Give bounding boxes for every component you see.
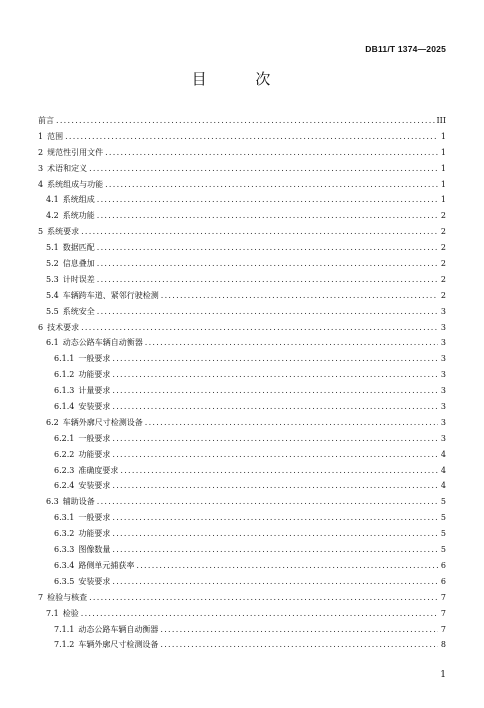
- toc-dot-leader: [112, 399, 438, 415]
- toc-entry[interactable]: [38, 447, 446, 463]
- toc-entry[interactable]: [38, 208, 446, 224]
- toc-entry-page: 2: [440, 290, 446, 300]
- toc-entry-number: 7.1.1: [54, 624, 75, 634]
- toc-entry-text: 计时误差: [62, 274, 95, 284]
- toc-entry-text: 车辆跨车道、紧邻行驶检测: [62, 290, 159, 300]
- toc-entry[interactable]: [38, 304, 446, 320]
- toc-entry[interactable]: [38, 320, 446, 336]
- toc-entry-text: 一般要求: [78, 354, 111, 364]
- toc-dot-leader: [97, 208, 438, 224]
- toc-entry-page: 6: [440, 576, 446, 586]
- toc-entry-text: 动态公路车辆自动衡器: [62, 338, 143, 348]
- toc-dot-leader: [97, 272, 438, 288]
- toc-entry[interactable]: [38, 463, 446, 479]
- toc-entry-page: 1: [440, 195, 446, 205]
- toc-dot-leader: [89, 590, 438, 606]
- toc-entry-label: [38, 320, 79, 336]
- toc-entry-number: 6.2.2: [54, 449, 75, 459]
- toc-dot-leader: [89, 161, 438, 177]
- toc-dot-leader: [97, 240, 438, 256]
- toc-entry[interactable]: [38, 240, 446, 256]
- toc-entry[interactable]: [38, 510, 446, 526]
- toc-dot-leader: [81, 606, 438, 622]
- toc-entry[interactable]: [38, 113, 446, 129]
- toc-entry-page: III: [436, 116, 446, 125]
- toc-dot-leader: [65, 129, 438, 145]
- toc-entry[interactable]: [38, 288, 446, 304]
- toc-entry-page: 1: [440, 131, 446, 141]
- document-code: DB11/T 1374—2025: [365, 44, 446, 54]
- toc-entry[interactable]: [38, 574, 446, 590]
- toc-entry-number: 5.3: [46, 274, 59, 284]
- toc-entry-label: [38, 113, 54, 129]
- toc-entry-text: 一般要求: [78, 433, 111, 443]
- toc-entry-text: 车辆外廓尺寸检测设备: [78, 640, 159, 650]
- toc-entry-page: 3: [440, 338, 446, 348]
- toc-entry-text: 功能要求: [78, 529, 111, 539]
- toc-entry-label: [38, 161, 87, 177]
- toc-entry-number: 6.3.5: [54, 576, 75, 586]
- toc-entry-text: 功能要求: [78, 449, 111, 459]
- toc-entry-label: [54, 367, 110, 383]
- toc-entry-number: 6.1.1: [54, 354, 75, 364]
- toc-entry-text: 辅助设备: [62, 497, 95, 507]
- toc-dot-leader: [112, 431, 438, 447]
- toc-entry-number: 5.4: [46, 290, 59, 300]
- toc-entry-text: 车辆外廓尺寸检测设备: [62, 417, 143, 427]
- toc-entry-page: 7: [440, 624, 446, 634]
- toc-entry-page: 1: [440, 179, 446, 189]
- toc-entry-label: [54, 431, 110, 447]
- toc-entry-number: 6.3.3: [54, 545, 75, 555]
- toc-entry-text: 准确度要求: [78, 465, 119, 475]
- toc-entry-number: 6.2: [46, 417, 59, 427]
- toc-entry-label: [54, 478, 110, 494]
- toc-entry-label: [38, 129, 63, 145]
- toc-dot-leader: [56, 113, 435, 129]
- toc-entry-text: 系统组成: [62, 195, 95, 205]
- toc-dot-leader: [112, 367, 438, 383]
- toc-entry[interactable]: [38, 192, 446, 208]
- toc-dot-leader: [112, 574, 438, 590]
- toc-entry-number: 6.3.4: [54, 560, 75, 570]
- toc-entry-number: 6.3.1: [54, 513, 75, 523]
- toc-entry-number: 5.2: [46, 259, 59, 269]
- toc-entry-number: 6.2.3: [54, 465, 75, 475]
- toc-entry-label: [54, 558, 134, 574]
- toc-entry[interactable]: [38, 177, 446, 193]
- table-of-contents: [38, 113, 446, 653]
- toc-entry[interactable]: [38, 129, 446, 145]
- toc-entry[interactable]: [38, 590, 446, 606]
- toc-entry[interactable]: [38, 558, 446, 574]
- toc-entry-number: 5: [38, 227, 44, 237]
- toc-entry-page: 1: [440, 147, 446, 157]
- toc-entry-page: 5: [440, 513, 446, 523]
- toc-entry-text: 技术要求: [47, 322, 80, 332]
- toc-entry-text: 前言: [38, 116, 54, 125]
- toc-entry-text: 安装要求: [78, 402, 111, 412]
- toc-entry-label: [46, 304, 95, 320]
- toc-entry-label: [46, 208, 95, 224]
- toc-entry-text: 术语和定义: [47, 163, 88, 173]
- toc-entry-number: 7.1: [46, 608, 59, 618]
- toc-entry-number: 6.3.2: [54, 529, 75, 539]
- toc-entry-text: 数据匹配: [62, 243, 95, 253]
- toc-entry-label: [38, 224, 79, 240]
- toc-entry[interactable]: [38, 542, 446, 558]
- toc-entry-label: [38, 177, 103, 193]
- toc-entry[interactable]: [38, 478, 446, 494]
- toc-dot-leader: [105, 145, 438, 161]
- toc-entry-label: [54, 622, 158, 638]
- toc-dot-leader: [112, 526, 438, 542]
- toc-entry-label: [54, 637, 158, 653]
- toc-entry[interactable]: [38, 383, 446, 399]
- toc-entry-text: 一般要求: [78, 513, 111, 523]
- toc-entry-label: [54, 447, 110, 463]
- toc-title: 目 次: [191, 70, 293, 88]
- toc-entry-label: [46, 272, 95, 288]
- toc-entry-label: [54, 463, 118, 479]
- toc-entry-label: [46, 256, 95, 272]
- toc-dot-leader: [97, 304, 438, 320]
- toc-dot-leader: [145, 335, 438, 351]
- toc-entry-text: 安装要求: [78, 576, 111, 586]
- toc-entry[interactable]: [38, 399, 446, 415]
- toc-entry-page: 3: [440, 402, 446, 412]
- toc-entry[interactable]: [38, 224, 446, 240]
- toc-entry-number: 2: [38, 147, 44, 157]
- toc-dot-leader: [112, 542, 438, 558]
- toc-entry-page: 3: [440, 417, 446, 427]
- toc-entry-text: 范围: [47, 131, 64, 141]
- toc-entry-label: [46, 192, 95, 208]
- toc-entry-page: 1: [440, 163, 446, 173]
- toc-entry-label: [46, 288, 159, 304]
- toc-dot-leader: [112, 351, 438, 367]
- toc-entry-number: 6.1: [46, 338, 59, 348]
- toc-entry-page: 3: [440, 354, 446, 364]
- toc-entry-label: [54, 542, 110, 558]
- toc-entry-label: [54, 510, 110, 526]
- toc-entry[interactable]: [38, 367, 446, 383]
- toc-dot-leader: [112, 383, 438, 399]
- toc-entry-label: [54, 383, 110, 399]
- toc-dot-leader: [105, 177, 438, 193]
- toc-dot-leader: [81, 320, 438, 336]
- toc-entry-page: 2: [440, 274, 446, 284]
- toc-entry-label: [46, 494, 95, 510]
- toc-entry-text: 系统要求: [47, 227, 80, 237]
- toc-entry-number: 4: [38, 179, 44, 189]
- page-number: 1: [440, 670, 446, 680]
- toc-entry[interactable]: [38, 256, 446, 272]
- toc-entry[interactable]: [38, 494, 446, 510]
- toc-entry-label: [38, 590, 87, 606]
- toc-entry-number: 6.2.1: [54, 433, 75, 443]
- toc-entry-text: 系统安全: [62, 306, 95, 316]
- toc-entry[interactable]: [38, 526, 446, 542]
- toc-dot-leader: [81, 224, 438, 240]
- toc-entry-label: [46, 415, 143, 431]
- toc-entry-page: 4: [440, 481, 446, 491]
- toc-entry-label: [38, 145, 103, 161]
- toc-dot-leader: [97, 494, 438, 510]
- toc-entry-number: 7: [38, 592, 44, 602]
- toc-entry-text: 系统组成与功能: [47, 179, 104, 189]
- toc-entry-page: 2: [440, 227, 446, 237]
- toc-dot-leader: [112, 447, 438, 463]
- toc-entry-number: 6.3: [46, 497, 59, 507]
- toc-entry-text: 功能要求: [78, 370, 111, 380]
- toc-dot-leader: [120, 463, 438, 479]
- toc-entry-page: 8: [440, 640, 446, 650]
- toc-entry-page: 5: [440, 497, 446, 507]
- toc-entry-text: 检验与核查: [47, 592, 88, 602]
- toc-entry-text: 图像数量: [78, 545, 111, 555]
- toc-entry-number: 6.1.3: [54, 386, 75, 396]
- toc-entry[interactable]: [38, 351, 446, 367]
- toc-dot-leader: [112, 478, 438, 494]
- toc-entry-page: 3: [440, 306, 446, 316]
- toc-entry-page: 3: [440, 433, 446, 443]
- toc-entry-page: 2: [440, 259, 446, 269]
- toc-entry-label: [54, 399, 110, 415]
- toc-entry[interactable]: [38, 415, 446, 431]
- toc-entry-number: 6.1.4: [54, 402, 75, 412]
- toc-dot-leader: [160, 637, 438, 653]
- toc-entry[interactable]: [38, 637, 446, 653]
- toc-entry-page: 7: [440, 592, 446, 602]
- toc-entry-page: 3: [440, 322, 446, 332]
- toc-entry-page: 3: [440, 386, 446, 396]
- toc-entry[interactable]: [38, 161, 446, 177]
- toc-entry[interactable]: [38, 145, 446, 161]
- toc-entry-number: 7.1.2: [54, 640, 75, 650]
- toc-entry-number: 6.2.4: [54, 481, 75, 491]
- toc-entry-page: 4: [440, 465, 446, 475]
- toc-entry-label: [54, 574, 110, 590]
- toc-entry-page: 6: [440, 560, 446, 570]
- toc-entry-number: 4.1: [46, 195, 59, 205]
- toc-dot-leader: [112, 510, 438, 526]
- toc-entry-text: 动态公路车辆自动衡器: [78, 624, 159, 634]
- toc-dot-leader: [160, 622, 438, 638]
- toc-entry-text: 检验: [62, 608, 79, 618]
- toc-entry-label: [46, 240, 95, 256]
- toc-entry-text: 路侧单元捕获率: [78, 560, 135, 570]
- toc-entry-text: 规范性引用文件: [47, 147, 104, 157]
- toc-entry-number: 6.1.2: [54, 370, 75, 380]
- toc-entry-number: 3: [38, 163, 44, 173]
- toc-entry[interactable]: [38, 622, 446, 638]
- toc-entry-page: 4: [440, 449, 446, 459]
- toc-entry-number: 5.1: [46, 243, 59, 253]
- toc-entry-text: 信息叠加: [62, 259, 95, 269]
- toc-entry-page: 5: [440, 545, 446, 555]
- toc-entry[interactable]: [38, 272, 446, 288]
- toc-dot-leader: [97, 256, 438, 272]
- toc-entry-text: 系统功能: [62, 211, 95, 221]
- toc-entry[interactable]: [38, 431, 446, 447]
- toc-entry-page: 2: [440, 211, 446, 221]
- toc-dot-leader: [97, 192, 438, 208]
- toc-dot-leader: [161, 288, 438, 304]
- toc-entry[interactable]: [38, 335, 446, 351]
- toc-dot-leader: [136, 558, 438, 574]
- toc-entry-page: 7: [440, 608, 446, 618]
- toc-entry-label: [54, 526, 110, 542]
- toc-entry[interactable]: [38, 606, 446, 622]
- toc-entry-page: 2: [440, 243, 446, 253]
- toc-entry-number: 4.2: [46, 211, 59, 221]
- toc-entry-text: 安装要求: [78, 481, 111, 491]
- toc-entry-label: [54, 351, 110, 367]
- toc-entry-page: 5: [440, 529, 446, 539]
- toc-entry-text: 计量要求: [78, 386, 111, 396]
- toc-entry-label: [46, 335, 143, 351]
- toc-entry-label: [46, 606, 79, 622]
- toc-entry-page: 3: [440, 370, 446, 380]
- toc-dot-leader: [145, 415, 438, 431]
- toc-entry-number: 5.5: [46, 306, 59, 316]
- toc-entry-number: 6: [38, 322, 44, 332]
- toc-entry-number: 1: [38, 131, 44, 141]
